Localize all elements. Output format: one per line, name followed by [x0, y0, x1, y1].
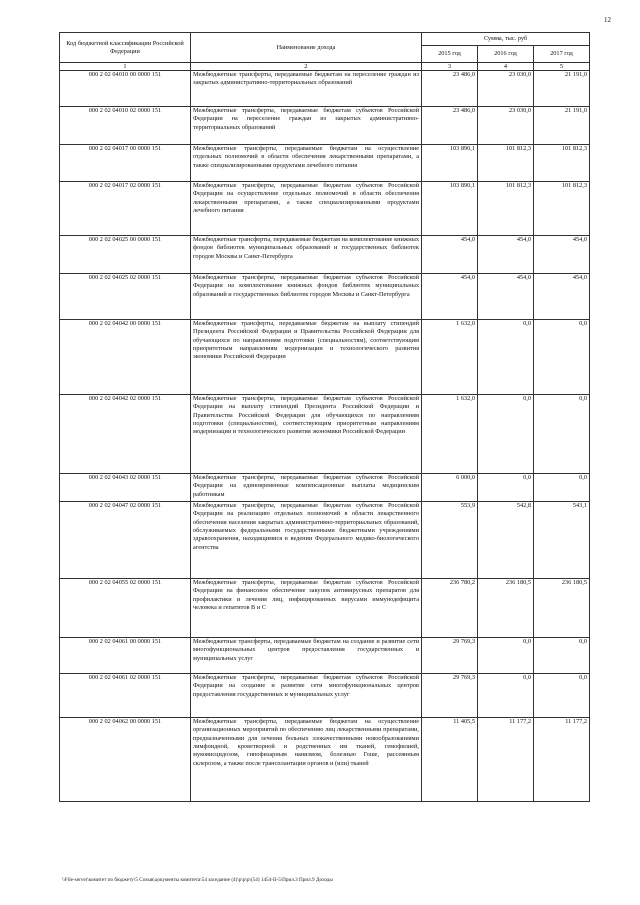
amount-2016-cell: 101 812,3 — [478, 145, 534, 182]
table-row — [60, 674, 590, 718]
table-row — [60, 579, 590, 638]
income-name-cell: Межбюджетные трансферты, передаваемые бюджетам субъектов Российской Федерации на финансовое обеспечение закупок антивирусных препаратов для профилактики и лечения лиц, инфицированных вирусами иммунодефицита человека и гепатитов B и C — [191, 579, 422, 638]
income-name-cell: Межбюджетные трансферты, передаваемые бюджетам субъектов Российской Федерации на переселение граждан из закрытых административно-территориальных образований — [191, 107, 422, 145]
table-row — [60, 474, 590, 502]
budget-code-cell: 000 2 02 04010 00 0000 151 — [60, 71, 191, 107]
table-row — [60, 274, 590, 320]
amount-2016-cell: 0,0 — [478, 474, 534, 502]
amount-2017-cell: 0,0 — [534, 474, 590, 502]
amount-2015-cell: 1 632,0 — [422, 395, 478, 474]
amount-2017-cell: 236 180,5 — [534, 579, 590, 638]
amount-2017-cell: 454,0 — [534, 236, 590, 274]
amount-2017-cell: 11 177,2 — [534, 718, 590, 802]
amount-2015-cell: 454,0 — [422, 274, 478, 320]
amount-2015-cell: 236 780,2 — [422, 579, 478, 638]
amount-2017-cell: 21 191,0 — [534, 71, 590, 107]
amount-2016-cell: 101 812,3 — [478, 182, 534, 236]
table-row — [60, 502, 590, 579]
income-name-cell: Межбюджетные трансферты, передаваемые бюджетам субъектов Российской Федерации на осуществление отдельных полномочий в области обеспечения лекарственными препаратами, а также специализированными продуктами лечебного питания — [191, 182, 422, 236]
amount-2015-cell: 23 486,0 — [422, 71, 478, 107]
column-number: 2 — [191, 63, 422, 71]
budget-code-cell: 000 2 02 04025 02 0000 151 — [60, 274, 191, 320]
amount-2015-cell: 23 486,0 — [422, 107, 478, 145]
amount-2016-cell: 454,0 — [478, 236, 534, 274]
income-name-cell: Межбюджетные трансферты, передаваемые бюджетам на переселение граждан из закрытых административно-территориальных образований — [191, 71, 422, 107]
income-name-cell: Межбюджетные трансферты, передаваемые бюджетам субъектов Российской Федерации на выплату стипендий Президента Российской Федерации и Правительства Российской Федерации для обучающихся по направлениям подготовки (специальностям), соответствующим приоритетным направлениям модернизации и технологического развития экономики Российской Федерации — [191, 395, 422, 474]
amount-2015-cell: 454,0 — [422, 236, 478, 274]
table-row — [60, 718, 590, 802]
amount-2017-cell: 543,1 — [534, 502, 590, 579]
amount-2017-cell: 0,0 — [534, 674, 590, 718]
amount-2016-cell: 23 030,0 — [478, 107, 534, 145]
amount-2015-cell: 103 890,1 — [422, 145, 478, 182]
income-name-cell: Межбюджетные трансферты, передаваемые бюджетам субъектов Российской Федерации на реализацию отдельных полномочий в области лекарственного обеспечения населения закрытых административно-территориальных образований, обслуживаемых федеральными государственными бюджетными учреждениями здравоохранения, находящимися в ведении Федерального медико-биологического агентства — [191, 502, 422, 579]
budget-code-cell: 000 2 02 04043 02 0000 151 — [60, 474, 191, 502]
budget-code-cell: 000 2 02 04055 02 0000 151 — [60, 579, 191, 638]
income-name-cell: Межбюджетные трансферты, передаваемые бюджетам субъектов Российской Федерации на единовременные компенсационные выплаты медицинским работникам — [191, 474, 422, 502]
amount-2017-cell: 21 191,0 — [534, 107, 590, 145]
budget-code-cell: 000 2 02 04042 00 0000 151 — [60, 320, 191, 395]
amount-2016-cell: 454,0 — [478, 274, 534, 320]
year-2017-header: 2017 год — [534, 46, 590, 63]
amount-2017-cell: 0,0 — [534, 320, 590, 395]
income-name-cell: Межбюджетные трансферты, передаваемые бюджетам на осуществление организационных мероприятий по обеспечению лиц лекарственными препаратами, предназначенными для лечения больных злокачественными новообразованиями лимфоидной, кроветворной и родственных им тканей, гемофилией, муковисцидозом, гипофизарным нанизмом, болезнью Гоше, рассеянным склерозом, а также после трансплантации органов и (или) тканей — [191, 718, 422, 802]
code-column-header: Код бюджетной классификации Российской Федерации — [60, 33, 191, 63]
table-row — [60, 107, 590, 145]
amount-2016-cell: 0,0 — [478, 638, 534, 674]
column-number: 5 — [534, 63, 590, 71]
budget-code-cell: 000 2 02 04062 00 0000 151 — [60, 718, 191, 802]
amount-2017-cell: 0,0 — [534, 395, 590, 474]
table-row — [60, 638, 590, 674]
amount-2017-cell: 101 812,3 — [534, 182, 590, 236]
amount-2016-cell: 23 030,0 — [478, 71, 534, 107]
sum-column-header: Сумма, тыс. руб — [422, 33, 590, 46]
page-number: 12 — [604, 16, 611, 24]
year-2016-header: 2016 год — [478, 46, 534, 63]
amount-2017-cell: 101 812,3 — [534, 145, 590, 182]
amount-2015-cell: 6 000,0 — [422, 474, 478, 502]
column-number: 3 — [422, 63, 478, 71]
amount-2015-cell: 553,9 — [422, 502, 478, 579]
column-number-row — [60, 63, 590, 71]
column-number: 1 — [60, 63, 191, 71]
amount-2016-cell: 0,0 — [478, 320, 534, 395]
amount-2016-cell: 0,0 — [478, 674, 534, 718]
amount-2017-cell: 454,0 — [534, 274, 590, 320]
amount-2015-cell: 29 769,3 — [422, 674, 478, 718]
budget-code-cell: 000 2 02 04017 00 0000 151 — [60, 145, 191, 182]
table-row — [60, 182, 590, 236]
amount-2015-cell: 29 769,3 — [422, 638, 478, 674]
amount-2015-cell: 11 405,5 — [422, 718, 478, 802]
amount-2015-cell: 1 632,0 — [422, 320, 478, 395]
table-row — [60, 395, 590, 474]
income-name-cell: Межбюджетные трансферты, передаваемые бюджетам субъектов Российской Федерации на комплектование книжных фондов библиотек муниципальных образований и государственных библиотек городов Москвы и Санкт-Петербурга — [191, 274, 422, 320]
column-number: 4 — [478, 63, 534, 71]
table-row — [60, 320, 590, 395]
file-path-footer: \\File-server\комитет по бюджету\5 Созыв\документы комитета\54 заседание (4)\р\р\р\(54) 1454-II-5\Прил.3 Прил.9 Доходы — [62, 877, 333, 883]
budget-code-cell: 000 2 02 04025 00 0000 151 — [60, 236, 191, 274]
amount-2016-cell: 542,8 — [478, 502, 534, 579]
name-column-header: Наименование дохода — [191, 33, 422, 63]
budget-code-cell: 000 2 02 04017 02 0000 151 — [60, 182, 191, 236]
income-name-cell: Межбюджетные трансферты, передаваемые бюджетам субъектов Российской Федерации на создание и развитие сети многофункциональных центров предоставления государственных и муниципальных услуг — [191, 674, 422, 718]
income-name-cell: Межбюджетные трансферты, передаваемые бюджетам на создание и развитие сети многофункциональных центров предоставления государственных и муниципальных услуг — [191, 638, 422, 674]
amount-2015-cell: 103 890,1 — [422, 182, 478, 236]
table-row — [60, 71, 590, 107]
income-name-cell: Межбюджетные трансферты, передаваемые бюджетам на выплату стипендий Президента Российской Федерации и Правительства Российской Федерации для обучающихся по направлениям подготовки (специальностям), соответствующим приоритетным направлениям модернизации и технологического развития экономики Российской Федерации — [191, 320, 422, 395]
revenue-table — [59, 32, 590, 802]
budget-code-cell: 000 2 02 04061 00 0000 151 — [60, 638, 191, 674]
income-name-cell: Межбюджетные трансферты, передаваемые бюджетам на комплектование книжных фондов библиотек муниципальных образований и государственных библиотек городов Москвы и Санкт-Петербурга — [191, 236, 422, 274]
table-row — [60, 236, 590, 274]
budget-code-cell: 000 2 02 04042 02 0000 151 — [60, 395, 191, 474]
amount-2016-cell: 11 177,2 — [478, 718, 534, 802]
amount-2016-cell: 0,0 — [478, 395, 534, 474]
budget-code-cell: 000 2 02 04047 02 0000 151 — [60, 502, 191, 579]
year-2015-header: 2015 год — [422, 46, 478, 63]
income-name-cell: Межбюджетные трансферты, передаваемые бюджетам на осуществление отдельных полномочий в области обеспечения лекарственными препаратами, а также специализированными продуктами лечебного питания — [191, 145, 422, 182]
table-row — [60, 145, 590, 182]
amount-2016-cell: 236 180,5 — [478, 579, 534, 638]
amount-2017-cell: 0,0 — [534, 638, 590, 674]
budget-code-cell: 000 2 02 04010 02 0000 151 — [60, 107, 191, 145]
budget-code-cell: 000 2 02 04061 02 0000 151 — [60, 674, 191, 718]
